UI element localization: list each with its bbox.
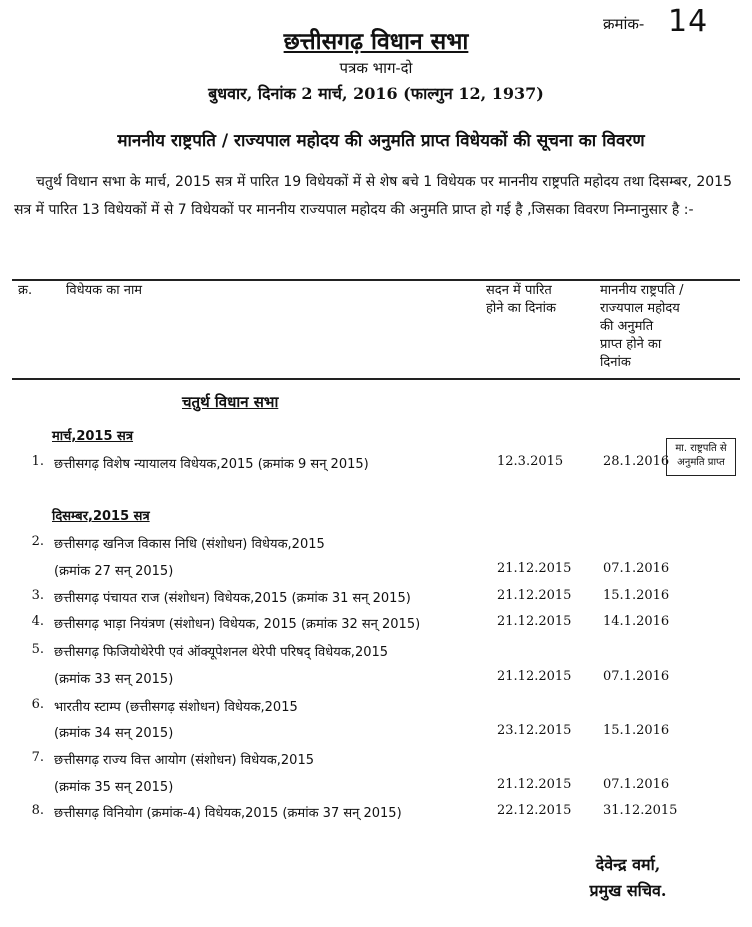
row-number: 5.	[31, 642, 44, 657]
session-heading-march: मार्च,2015 सत्र	[52, 429, 134, 444]
page-date: बुधवार, दिनांक 2 मार्च, 2016 (फाल्गुन 12, 1937)	[208, 84, 544, 103]
passed-date: 22.12.2015	[497, 803, 572, 818]
signatory-designation: प्रमुख सचिव.	[589, 881, 667, 900]
president-assent-note: मा. राष्ट्रपति से अनुमति प्राप्त	[666, 438, 736, 476]
assent-date: 15.1.2016	[603, 588, 670, 603]
bill-name: भारतीय स्टाम्प (छत्तीसगढ़ संशोधन) विधेयक,2015	[54, 700, 298, 715]
row-number: 1.	[31, 454, 44, 469]
assent-date: 28.1.2016	[603, 454, 670, 469]
assent-date: 14.1.2016	[603, 614, 670, 629]
bill-name: छत्तीसगढ़ फिजियोथेरेपी एवं ऑक्यूपेशनल थेरेपी परिषद् विधेयक,2015	[54, 645, 389, 660]
bill-name: छत्तीसगढ़ विनियोग (क्रमांक-4) विधेयक,2015 (क्रमांक 37 सन् 2015)	[54, 806, 402, 821]
bill-number: (क्रमांक 35 सन् 2015)	[54, 780, 174, 795]
row-number: 4.	[31, 614, 44, 629]
assent-date: 31.12.2015	[603, 803, 678, 818]
bill-name: छत्तीसगढ़ पंचायत राज (संशोधन) विधेयक,2015 (क्रमांक 31 सन् 2015)	[54, 591, 411, 606]
row-number: 7.	[31, 750, 44, 765]
row-number: 6.	[31, 697, 44, 712]
table-top-rule	[12, 279, 740, 281]
serial-label: क्रमांक-	[603, 15, 645, 33]
signatory-name: देवेन्द्र वर्मा,	[595, 855, 661, 874]
row-number: 8.	[31, 803, 44, 818]
bill-name: छत्तीसगढ़ विशेष न्यायालय विधेयक,2015 (क्रमांक 9 सन् 2015)	[54, 457, 369, 472]
passed-date: 21.12.2015	[497, 777, 572, 792]
header-assent-date: माननीय राष्ट्रपति / राज्यपाल महोदय की अनुमति प्राप्त होने का दिनांक	[600, 283, 684, 370]
bill-name: छत्तीसगढ़ खनिज विकास निधि (संशोधन) विधेयक,2015	[54, 537, 325, 552]
assent-date: 15.1.2016	[603, 723, 670, 738]
row-number: 3.	[31, 588, 44, 603]
session-heading-december: दिसम्बर,2015 सत्र	[52, 509, 150, 524]
passed-date: 21.12.2015	[497, 614, 572, 629]
bill-number: (क्रमांक 33 सन् 2015)	[54, 672, 174, 687]
row-number: 2.	[31, 534, 44, 549]
assembly-heading: चतुर्थ विधान सभा	[182, 393, 279, 411]
serial-number: 14	[668, 4, 709, 39]
bill-name: छत्तीसगढ़ भाड़ा नियंत्रण (संशोधन) विधेयक, 2015 (क्रमांक 32 सन् 2015)	[54, 617, 421, 632]
passed-date: 21.12.2015	[497, 588, 572, 603]
passed-date: 12.3.2015	[497, 454, 564, 469]
header-passed-date: सदन में पारित होने का दिनांक	[486, 283, 556, 316]
passed-date: 21.12.2015	[497, 669, 572, 684]
intro-paragraph: चतुर्थ विधान सभा के मार्च, 2015 सत्र में पारित 19 विधेयकों में से शेष बचे 1 विधेयक पर माननीय राष्ट्रपति महोदय तथा दिसम्बर, 2015 सत्र में पारित 13 विधेयकों में से 7 विधेयकों पर माननीय राज्यपाल महोदय की अनुमति प्राप्त हो गई है ,जिसका विवरण निम्नानुसार है :-	[14, 174, 732, 218]
bill-number: (क्रमांक 34 सन् 2015)	[54, 726, 174, 741]
passed-date: 23.12.2015	[497, 723, 572, 738]
header-bill-name: विधेयक का नाम	[66, 283, 143, 298]
assent-date: 07.1.2016	[603, 669, 670, 684]
page-title: छत्तीसगढ़ विधान सभा	[283, 28, 469, 55]
bill-number: (क्रमांक 27 सन् 2015)	[54, 564, 174, 579]
passed-date: 21.12.2015	[497, 561, 572, 576]
assent-date: 07.1.2016	[603, 777, 670, 792]
assent-date: 07.1.2016	[603, 561, 670, 576]
table-header-rule	[12, 378, 740, 380]
page-subtitle: पत्रक भाग-दो	[339, 59, 413, 77]
header-sno: क्र.	[18, 283, 33, 298]
document-heading: माननीय राष्ट्रपति / राज्यपाल महोदय की अनुमति प्राप्त विधेयकों की सूचना का विवरण	[117, 131, 645, 151]
bill-name: छत्तीसगढ़ राज्य वित्त आयोग (संशोधन) विधेयक,2015	[54, 753, 314, 768]
